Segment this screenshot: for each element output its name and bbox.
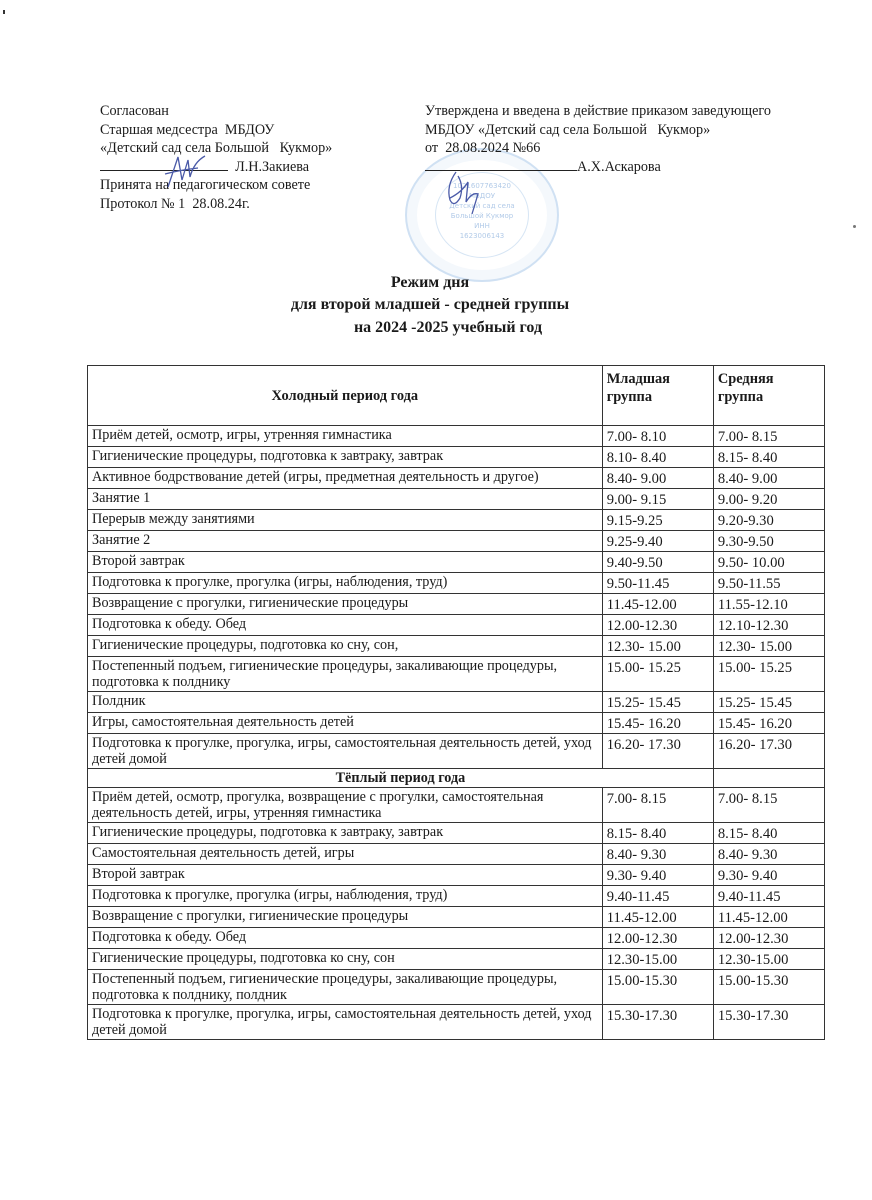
middle-time-cell: 8.40- 9.00 — [713, 468, 824, 489]
approval-left-line2: Старшая медсестра МБДОУ — [100, 121, 275, 138]
junior-time-cell: 16.20- 17.30 — [602, 734, 713, 769]
activity-cell: Постепенный подъем, гигиенические процедуры, закаливающие процедуры, подготовка к полднику — [88, 657, 603, 692]
approval-left-block — [100, 102, 332, 213]
schedule-table-body — [88, 366, 825, 1040]
approval-left-line3: «Детский сад села Большой Кукмор» — [100, 140, 333, 156]
table-row — [88, 692, 825, 713]
junior-time-cell: 12.00-12.30 — [602, 928, 713, 949]
approval-left-line6: Протокол № 1 28.08.24г. — [100, 195, 250, 212]
table-row — [88, 1005, 825, 1040]
approval-right-block — [425, 102, 771, 176]
table-row — [88, 510, 825, 531]
activity-cell: Приём детей, осмотр, игры, утренняя гимнастика — [88, 426, 603, 447]
junior-time-cell: 15.45- 16.20 — [602, 713, 713, 734]
signature-right-icon — [438, 168, 488, 220]
stamp-text-inn-label: ИНН — [474, 222, 490, 230]
middle-time-cell: 7.00- 8.15 — [713, 788, 824, 823]
activity-cell: Гигиенические процедуры, подготовка ко сну, сон, — [88, 636, 603, 657]
stamp-text-name2: Большой Кукмор — [450, 212, 514, 220]
table-row — [88, 657, 825, 692]
approval-left-signature-line — [100, 158, 332, 177]
junior-time-cell: 11.45-12.00 — [602, 907, 713, 928]
table-row — [88, 447, 825, 468]
table-row — [88, 426, 825, 447]
junior-time-cell: 8.40- 9.30 — [602, 844, 713, 865]
junior-time-cell: 15.25- 15.45 — [602, 692, 713, 713]
document-title: Режим дня — [390, 274, 470, 291]
activity-cell: Гигиенические процедуры, подготовка к завтраку, завтрак — [88, 447, 603, 468]
junior-time-cell: 12.30- 15.00 — [602, 636, 713, 657]
table-row — [88, 788, 825, 823]
activity-cell: Возвращение с прогулки, гигиенические процедуры — [88, 594, 603, 615]
activity-cell: Занятие 1 — [88, 489, 603, 510]
stamp-text-name1: Детский сад села — [449, 202, 515, 210]
activity-cell: Подготовка к прогулке, прогулка, игры, самостоятельная деятельность детей, уход детей домой — [88, 1005, 603, 1040]
middle-time-cell: 8.40- 9.30 — [713, 844, 824, 865]
header-junior-group: Младшая группа — [602, 366, 713, 426]
middle-time-cell: 9.30-9.50 — [713, 531, 824, 552]
table-row — [88, 573, 825, 594]
table-row — [88, 823, 825, 844]
scan-speck — [853, 225, 856, 228]
activity-cell: Занятие 2 — [88, 531, 603, 552]
junior-time-cell: 11.45-12.00 — [602, 594, 713, 615]
middle-time-cell: 15.30-17.30 — [713, 1005, 824, 1040]
activity-cell: Перерыв между занятиями — [88, 510, 603, 531]
signature-left-icon — [160, 152, 210, 192]
middle-time-cell: 8.15- 8.40 — [713, 447, 824, 468]
junior-time-cell: 9.40-11.45 — [602, 886, 713, 907]
document-year: на 2024 -2025 учебный год — [353, 319, 543, 336]
middle-time-cell: 9.30- 9.40 — [713, 865, 824, 886]
activity-cell: Второй завтрак — [88, 865, 603, 886]
activity-cell: Возвращение с прогулки, гигиенические процедуры — [88, 907, 603, 928]
activity-cell: Гигиенические процедуры, подготовка к завтраку, завтрак — [88, 823, 603, 844]
table-row — [88, 928, 825, 949]
activity-cell: Подготовка к обеду. Обед — [88, 928, 603, 949]
middle-time-cell: 11.55-12.10 — [713, 594, 824, 615]
activity-cell: Игры, самостоятельная деятельность детей — [88, 713, 603, 734]
junior-time-cell: 12.30-15.00 — [602, 949, 713, 970]
activity-cell: Полдник — [88, 692, 603, 713]
activity-cell: Подготовка к обеду. Обед — [88, 615, 603, 636]
approval-left-line1: Согласован — [100, 103, 169, 119]
junior-time-cell: 8.15- 8.40 — [602, 823, 713, 844]
table-row — [88, 615, 825, 636]
stamp-text-org: МБДОУ — [468, 192, 496, 200]
junior-time-cell: 9.40-9.50 — [602, 552, 713, 573]
middle-time-cell: 16.20- 17.30 — [713, 734, 824, 769]
middle-time-cell: 9.20-9.30 — [713, 510, 824, 531]
middle-time-cell: 9.00- 9.20 — [713, 489, 824, 510]
table-row — [88, 594, 825, 615]
table-row — [88, 865, 825, 886]
middle-time-cell: 9.50-11.55 — [713, 573, 824, 594]
table-row — [88, 734, 825, 769]
activity-cell: Подготовка к прогулке, прогулка (игры, наблюдения, труд) — [88, 573, 603, 594]
warm-section-title: Тёплый период года — [88, 769, 714, 788]
table-row — [88, 531, 825, 552]
document-subtitle: для второй младшей - средней группы — [290, 296, 570, 313]
schedule-table — [87, 365, 825, 1040]
middle-time-cell: 15.00-15.30 — [713, 970, 824, 1005]
junior-time-cell: 9.00- 9.15 — [602, 489, 713, 510]
stamp-text-ogrn: 1021607763420 — [453, 182, 511, 190]
activity-cell: Гигиенические процедуры, подготовка ко сну, сон — [88, 949, 603, 970]
middle-time-cell: 7.00- 8.15 — [713, 426, 824, 447]
middle-time-cell: 15.45- 16.20 — [713, 713, 824, 734]
junior-time-cell: 9.50-11.45 — [602, 573, 713, 594]
table-row — [88, 949, 825, 970]
activity-cell: Подготовка к прогулке, прогулка, игры, самостоятельная деятельность детей, уход детей домой — [88, 734, 603, 769]
middle-time-cell: 15.25- 15.45 — [713, 692, 824, 713]
junior-time-cell: 15.00- 15.25 — [602, 657, 713, 692]
warm-section-row — [88, 769, 825, 788]
table-row — [88, 489, 825, 510]
table-row — [88, 970, 825, 1005]
approval-right-line2: МБДОУ «Детский сад села Большой Кукмор» — [425, 121, 711, 138]
activity-cell: Активное бодрствование детей (игры, предметная деятельность и другое) — [88, 468, 603, 489]
table-row — [88, 907, 825, 928]
middle-time-cell: 15.00- 15.25 — [713, 657, 824, 692]
middle-time-cell: 12.00-12.30 — [713, 928, 824, 949]
table-row — [88, 552, 825, 573]
activity-cell: Приём детей, осмотр, прогулка, возвращение с прогулки, самостоятельная деятельность детей, игры, утренняя гимнастика — [88, 788, 603, 823]
middle-time-cell: 12.10-12.30 — [713, 615, 824, 636]
activity-cell: Самостоятельная деятельность детей, игры — [88, 844, 603, 865]
activity-cell: Второй завтрак — [88, 552, 603, 573]
junior-time-cell: 7.00- 8.15 — [602, 788, 713, 823]
activity-cell: Постепенный подъем, гигиенические процедуры, закаливающие процедуры, подготовка к полднику, полдник — [88, 970, 603, 1005]
approval-right-line1: Утверждена и введена в действие приказом заведующего — [425, 103, 771, 119]
stamp-text-inn: 1623006143 — [459, 232, 505, 240]
approval-left-line5: Принята на педагогическом совете — [100, 177, 311, 193]
middle-time-cell: 8.15- 8.40 — [713, 823, 824, 844]
table-row — [88, 844, 825, 865]
table-row — [88, 886, 825, 907]
junior-time-cell: 15.00-15.30 — [602, 970, 713, 1005]
table-row — [88, 468, 825, 489]
approval-right-line3: от 28.08.2024 №66 — [425, 140, 541, 156]
junior-time-cell: 15.30-17.30 — [602, 1005, 713, 1040]
table-row — [88, 713, 825, 734]
header-middle-group: Средняя группа — [713, 366, 824, 426]
activity-cell: Подготовка к прогулке, прогулка (игры, наблюдения, труд) — [88, 886, 603, 907]
middle-time-cell: 12.30-15.00 — [713, 949, 824, 970]
junior-time-cell: 12.00-12.30 — [602, 615, 713, 636]
junior-time-cell: 7.00- 8.10 — [602, 426, 713, 447]
warm-section-empty-cell — [713, 769, 824, 788]
junior-time-cell: 9.30- 9.40 — [602, 865, 713, 886]
middle-time-cell: 11.45-12.00 — [713, 907, 824, 928]
middle-time-cell: 9.40-11.45 — [713, 886, 824, 907]
approval-right-signer: А.Х.Аскарова — [577, 158, 661, 175]
junior-time-cell: 8.10- 8.40 — [602, 447, 713, 468]
junior-time-cell: 9.25-9.40 — [602, 531, 713, 552]
middle-time-cell: 12.30- 15.00 — [713, 636, 824, 657]
approval-left-signer: Л.Н.Закиева — [235, 158, 310, 175]
scan-mark — [3, 10, 5, 14]
header-activity: Холодный период года — [88, 366, 603, 426]
junior-time-cell: 9.15-9.25 — [602, 510, 713, 531]
table-header-row — [88, 366, 825, 426]
table-row — [88, 636, 825, 657]
junior-time-cell: 8.40- 9.00 — [602, 468, 713, 489]
middle-time-cell: 9.50- 10.00 — [713, 552, 824, 573]
